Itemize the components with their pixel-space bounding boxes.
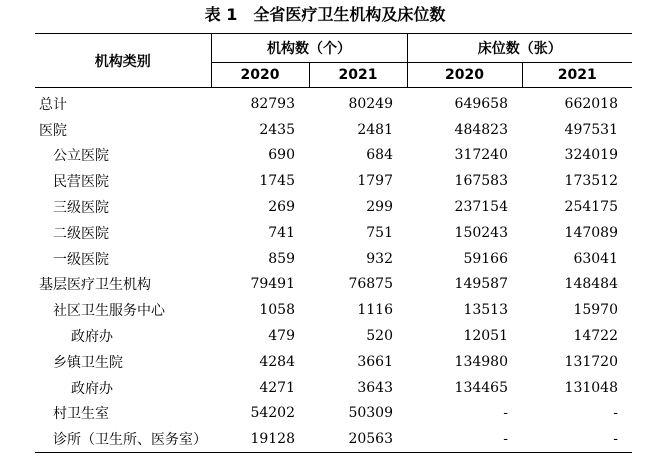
row-label: 一级医院 xyxy=(53,251,109,268)
institutions-2021-cell: 520 xyxy=(366,328,393,345)
table-row xyxy=(35,401,632,427)
beds-2020-cell: 649658 xyxy=(454,95,508,112)
table-row xyxy=(35,143,632,169)
beds-2021-cell: 63041 xyxy=(573,250,618,267)
institutions-2021-cell: 299 xyxy=(366,199,393,216)
beds-2020-cell: 150243 xyxy=(454,224,508,241)
institutions-header: 机构数（个） xyxy=(211,34,407,63)
table-row xyxy=(35,297,632,323)
beds-2020-cell: - xyxy=(407,426,522,452)
beds-2020-cell: - xyxy=(503,405,508,422)
year-header: 2021 xyxy=(309,63,407,88)
beds-2020-cell: 317240 xyxy=(454,147,508,164)
row-label: 政府办 xyxy=(71,329,113,346)
institutions-2021-cell: 751 xyxy=(366,224,393,241)
beds-2020-cell: 13513 xyxy=(463,302,508,319)
institutions-2021-cell: 80249 xyxy=(348,95,393,112)
beds-2021-cell: 324019 xyxy=(564,147,618,164)
beds-2021-cell: 147089 xyxy=(564,224,618,241)
row-label: 基层医疗卫生机构 xyxy=(39,277,151,294)
institutions-2020-cell: 54202 xyxy=(250,405,295,422)
beds-2021-cell: 497531 xyxy=(564,121,618,138)
institutions-2021-cell: 684 xyxy=(366,147,393,164)
beds-2020-cell: 134980 xyxy=(454,353,508,370)
row-label: 诊所（卫生所、医务室） xyxy=(35,426,211,452)
institutions-2020-cell: 690 xyxy=(268,147,295,164)
institutions-2020-cell: 479 xyxy=(268,328,295,345)
beds-2021-cell: 14722 xyxy=(573,328,618,345)
institutions-2020-cell: 269 xyxy=(268,199,295,216)
institutions-2020-cell: 82793 xyxy=(250,95,295,112)
institutions-2021-cell: 20563 xyxy=(309,426,407,452)
institutions-2021-cell: 3661 xyxy=(357,353,393,370)
beds-2021-cell: - xyxy=(522,426,632,452)
institutions-2020-cell: 19128 xyxy=(211,426,309,452)
table-row xyxy=(35,220,632,246)
table-title: 表 1 全省医疗卫生机构及床位数 xyxy=(204,5,446,24)
row-label: 医院 xyxy=(39,122,67,139)
beds-2020-cell: 149587 xyxy=(454,276,508,293)
row-label: 政府办 xyxy=(71,380,113,397)
institutions-2021-cell: 932 xyxy=(366,250,393,267)
beds-2020-cell: 12051 xyxy=(463,328,508,345)
table-row xyxy=(35,88,632,117)
institutions-2020-cell: 2435 xyxy=(259,121,295,138)
table-row xyxy=(35,117,632,143)
table-row xyxy=(35,272,632,298)
institutions-2020-cell: 79491 xyxy=(250,276,295,293)
row-label: 公立医院 xyxy=(53,148,109,165)
row-label: 三级医院 xyxy=(53,200,109,217)
table-body xyxy=(35,88,632,453)
institutions-2020-cell: 1745 xyxy=(259,173,295,190)
institutions-2021-cell: 1797 xyxy=(357,173,393,190)
beds-2020-cell: 134465 xyxy=(454,379,508,396)
row-label: 民营医院 xyxy=(53,174,109,191)
row-label: 二级医院 xyxy=(53,225,109,242)
beds-2021-cell: 148484 xyxy=(564,276,618,293)
row-label: 社区卫生服务中心 xyxy=(53,303,165,320)
row-label: 村卫生室 xyxy=(53,406,109,423)
table-row xyxy=(35,323,632,349)
institutions-2020-cell: 4284 xyxy=(259,353,295,370)
beds-2020-cell: 59166 xyxy=(463,250,508,267)
category-header: 机构类别 xyxy=(35,34,211,88)
institutions-2021-cell: 1116 xyxy=(357,302,393,319)
institutions-2021-cell: 76875 xyxy=(348,276,393,293)
table-row xyxy=(35,246,632,272)
table-row xyxy=(35,194,632,220)
beds-2021-cell: 662018 xyxy=(564,95,618,112)
row-label: 乡镇卫生院 xyxy=(53,354,123,371)
beds-2021-cell: 131720 xyxy=(564,353,618,370)
institutions-2020-cell: 4271 xyxy=(259,379,295,396)
institutions-2020-cell: 1058 xyxy=(259,302,295,319)
institutions-table xyxy=(35,33,632,453)
year-header: 2020 xyxy=(211,63,309,88)
beds-2021-cell: 254175 xyxy=(564,199,618,216)
table-row xyxy=(35,168,632,194)
beds-2021-cell: 173512 xyxy=(564,173,618,190)
table-row xyxy=(35,426,632,452)
beds-2021-cell: 131048 xyxy=(564,379,618,396)
institutions-2021-cell: 3643 xyxy=(357,379,393,396)
year-header: 2020 xyxy=(407,63,522,88)
beds-2020-cell: 167583 xyxy=(454,173,508,190)
table-row xyxy=(35,349,632,375)
table-row xyxy=(35,375,632,401)
beds-2020-cell: 237154 xyxy=(454,199,508,216)
row-label: 总计 xyxy=(39,96,67,113)
beds-header: 床位数（张） xyxy=(407,34,632,63)
institutions-2021-cell: 50309 xyxy=(348,405,393,422)
beds-2021-cell: - xyxy=(613,405,618,422)
institutions-2020-cell: 741 xyxy=(268,224,295,241)
beds-2021-cell: 15970 xyxy=(573,302,618,319)
beds-2020-cell: 484823 xyxy=(454,121,508,138)
year-header: 2021 xyxy=(522,63,632,88)
institutions-2020-cell: 859 xyxy=(268,250,295,267)
institutions-2021-cell: 2481 xyxy=(357,121,393,138)
